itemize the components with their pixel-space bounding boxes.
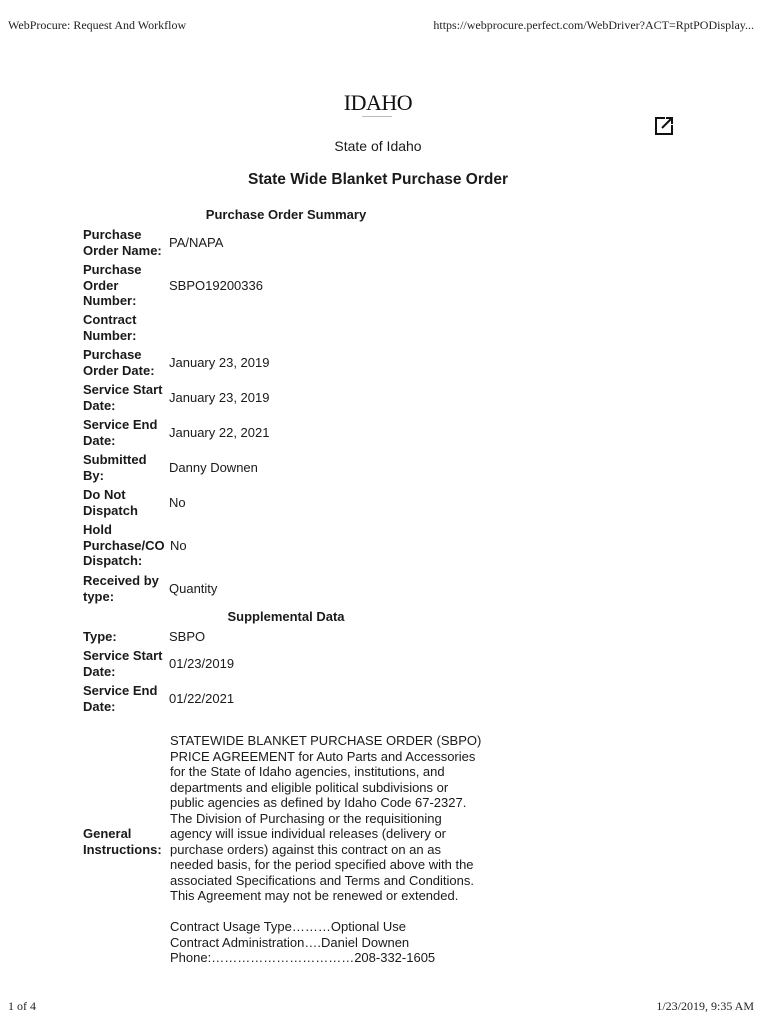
field-label-supp-service-end: Service End Date:: [83, 683, 158, 714]
logo-underline: [362, 116, 392, 117]
field-value-received-by-type: Quantity: [169, 581, 218, 596]
field-label-service-end: Service End Date:: [83, 417, 158, 448]
field-value-submitted-by: Danny Downen: [169, 460, 258, 475]
print-header-title: WebProcure: Request And Workflow: [8, 18, 187, 32]
field-label-type: Type:: [83, 629, 117, 644]
field-label-service-start: Service Start Date:: [83, 382, 163, 413]
field-label-contract-number: Contract Number:: [83, 312, 137, 343]
document-title: State Wide Blanket Purchase Order: [247, 171, 508, 188]
field-value-po-number: SBPO19200336: [169, 278, 263, 293]
summary-heading: Purchase Order Summary: [205, 207, 367, 222]
field-value-po-name: PA/NAPA: [169, 235, 224, 250]
field-label-po-name: Purchase Order Name:: [83, 227, 162, 258]
supplemental-heading: Supplemental Data: [227, 609, 345, 624]
idaho-logo: IDAHO: [343, 90, 413, 115]
field-value-po-date: January 23, 2019: [169, 355, 270, 370]
field-value-do-not-dispatch: No: [169, 495, 186, 510]
field-label-po-number: Purchase Order Number:: [83, 262, 142, 308]
field-label-general-instructions: General Instructions:: [83, 826, 162, 857]
field-label-received-by-type: Received by type:: [83, 573, 159, 604]
field-label-hold-dispatch: Hold Purchase/CO Dispatch:: [83, 522, 165, 568]
field-label-do-not-dispatch: Do Not Dispatch: [83, 487, 138, 518]
field-value-supp-service-end: 01/22/2021: [169, 691, 235, 706]
external-link-icon[interactable]: [654, 116, 674, 136]
page-number: 1 of 4: [8, 999, 36, 1013]
field-label-submitted-by: Submitted By:: [83, 452, 147, 483]
agency-name: State of Idaho: [334, 138, 422, 154]
print-header-url: https://webprocure.perfect.com/WebDriver?ACT=RptPODisplay...: [433, 18, 754, 32]
general-instructions-text: STATEWIDE BLANKET PURCHASE ORDER (SBPO) PRICE AGREEMENT for Auto Parts and Accessories for the State of Idaho agencies, institutions, and departments and eligible political subdivisions or public agencies as defined by Idaho Code 67-2327. The Division of Purchasing or the requisitioning agency will issue individual releases (delivery or purchase orders) against this contract on an as needed basis, for the period specified above with the associated Specifications and Terms and Conditions. This Agreement may not be renewed or extended. Contract Usage Type………Optional Use Contract Administration….Daniel Downen Phone:……………………………208-332-1605: [170, 733, 482, 965]
field-label-supp-service-start: Service Start Date:: [83, 648, 163, 679]
field-value-type: SBPO: [169, 629, 206, 644]
print-timestamp: 1/23/2019, 9:35 AM: [656, 999, 754, 1013]
field-value-service-start: January 23, 2019: [169, 390, 270, 405]
field-value-hold-dispatch: No: [170, 538, 187, 553]
field-value-supp-service-start: 01/23/2019: [169, 656, 235, 671]
field-label-po-date: Purchase Order Date:: [83, 347, 155, 378]
field-value-service-end: January 22, 2021: [169, 425, 270, 440]
